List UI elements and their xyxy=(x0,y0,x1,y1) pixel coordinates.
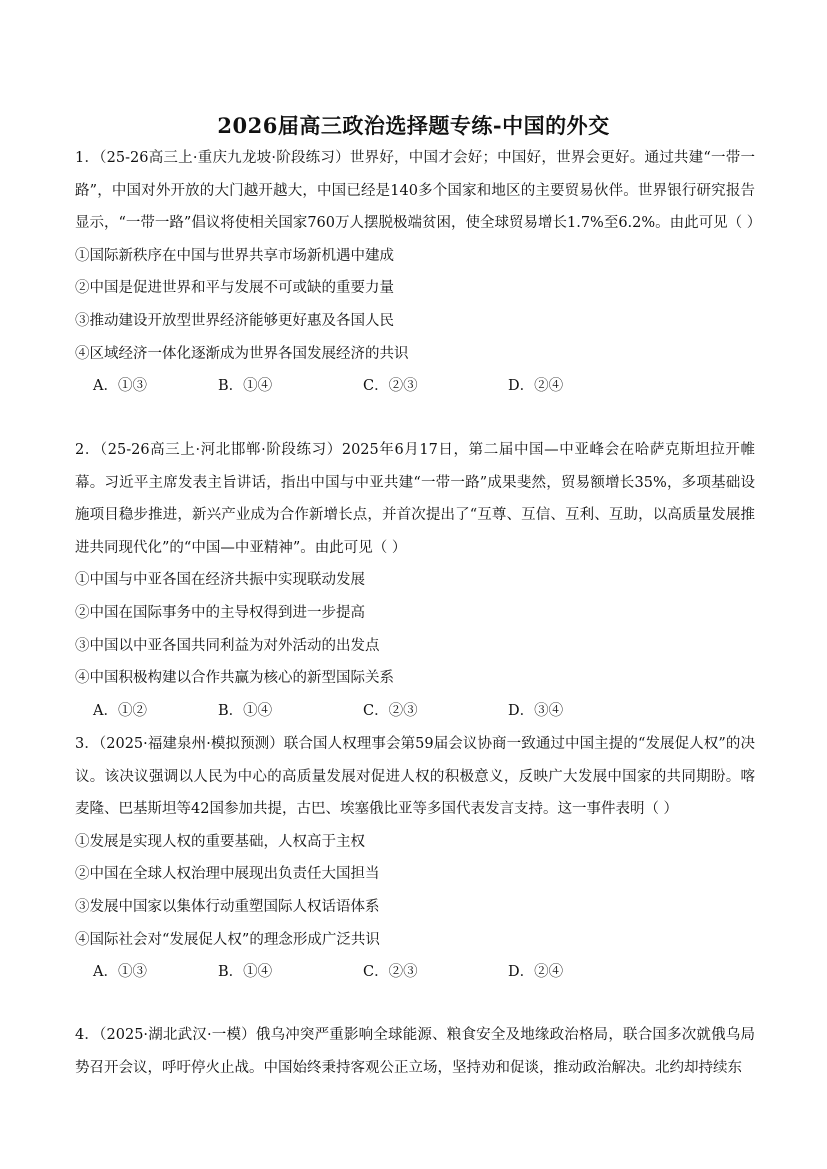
choice-b: B．①④ xyxy=(218,378,273,395)
statement-option: ④区域经济一体化逐渐成为世界各国发展经济的共识 xyxy=(75,345,409,362)
question-1 xyxy=(75,142,762,403)
statement-option: ④中国积极构建以合作共赢为核心的新型国际关系 xyxy=(75,670,394,687)
statement-option: ④国际社会对“发展促人权”的理念形成广泛共识 xyxy=(75,931,380,948)
question-stem: 4．（2025·湖北武汉·一模）俄乌冲突严重影响全球能源、粮食安全及地缘政治格局，联合国多次就俄乌局势召开会议，呼吁停火止战。中国始终秉持客观公正立场，坚持劝和促谈，推动政治解决。北约却持续东 xyxy=(75,1027,755,1076)
statement-option: ②中国在全球人权治理中展现出负责任大国担当 xyxy=(75,866,380,883)
statement-option: ①中国与中亚各国在经济共振中实现联动发展 xyxy=(75,572,365,589)
question-3 xyxy=(75,728,755,989)
choice-b: B．①④ xyxy=(218,964,273,981)
choice-d: D．②④ xyxy=(508,378,564,395)
answer-choices xyxy=(75,956,755,989)
choice-c: C．②③ xyxy=(363,702,418,719)
question-2 xyxy=(75,434,755,727)
choice-d: D．③④ xyxy=(508,702,564,719)
choice-a: A．①② xyxy=(93,702,147,719)
statement-option: ③发展中国家以集体行动重塑国际人权话语体系 xyxy=(75,898,380,915)
statement-option: ②中国在国际事务中的主导权得到进一步提高 xyxy=(75,604,365,621)
answer-choices xyxy=(75,695,755,728)
statement-option: ①发展是实现人权的重要基础，人权高于主权 xyxy=(75,833,365,850)
statement-option: ②中国是促进世界和平与发展不可或缺的重要力量 xyxy=(75,280,394,297)
statement-option: ③推动建设开放型世界经济能够更好惠及各国人民 xyxy=(75,312,394,329)
question-stem: 1．（25-26高三上·重庆九龙坡·阶段练习）世界好，中国才会好；中国好，世界会更好。通过共建“一带一路”，中国对外开放的大门越开越大，中国已经是140多个国家和地区的主要贸易伙伴。世界银行研究报告显示，“一带一路”倡议将使相关国家760万人摆脱极端贫困，使全球贸易增长1.7%至6.2%。由此可见（ ） xyxy=(75,150,762,232)
choice-c: C．②③ xyxy=(363,964,418,981)
question-stem: 2．（25-26高三上·河北邯郸·阶段练习）2025年6月17日，第二届中国—中亚峰会在哈萨克斯坦拉开帷幕。习近平主席发表主旨讲话，指出中国与中亚共建“一带一路”成果斐然，贸易额增长35%，多项基础设施项目稳步推进，新兴产业成为合作新增长点，并首次提出了“互尊、互信、互利、互助，以高质量发展推进共同现代化”的“中国—中亚精神”。由此可见（ ） xyxy=(75,442,755,556)
question-stem: 3．（2025·福建泉州·模拟预测）联合国人权理事会第59届会议协商一致通过中国主提的“发展促人权”的决议。该决议强调以人民为中心的高质量发展对促进人权的积极意义，反映广大发展中国家的共同期盼。喀麦隆、巴基斯坦等42国参加共提，古巴、埃塞俄比亚等多国代表发言支持。这一事件表明（ ） xyxy=(75,736,755,818)
choice-c: C．②③ xyxy=(363,378,418,395)
choice-a: A．①③ xyxy=(93,378,147,395)
statement-option: ①国际新秩序在中国与世界共享市场新机遇中建成 xyxy=(75,247,394,264)
page-title: 2026届高三政治选择题专练-中国的外交 xyxy=(217,113,610,138)
choice-d: D．②④ xyxy=(508,964,564,981)
choice-b: B．①④ xyxy=(218,702,273,719)
answer-choices xyxy=(75,370,755,403)
statement-option: ③中国以中亚各国共同利益为对外活动的出发点 xyxy=(75,637,380,654)
question-4 xyxy=(75,1019,755,1084)
choice-a: A．①③ xyxy=(93,964,147,981)
